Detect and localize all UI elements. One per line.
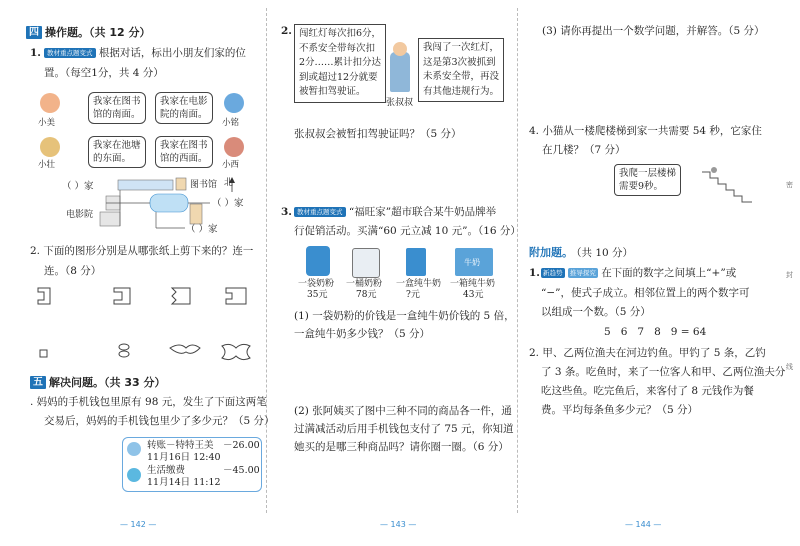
transaction-date: 11月16日 12:40 (147, 452, 221, 463)
rules-line: 不系安全带每次扣 (299, 42, 376, 54)
rules-line: 到或超过12分就要 (299, 71, 378, 83)
sub-question-3: (3) 请你再提出一个数学问题，并解答。（5 分） (542, 25, 765, 37)
home-blank-right: （ ）家 (212, 198, 244, 209)
building (100, 212, 120, 226)
bubble-line: 馆的南面。 (93, 109, 141, 120)
question-4-line2: 在几楼？（7 分） (542, 144, 626, 156)
question-number: 1. (30, 47, 41, 59)
page-number: 142 (130, 520, 146, 529)
uncle-figure (390, 52, 410, 92)
speech-line: 有其他违规行为。 (423, 85, 500, 97)
avatar-xiaozhuang (40, 137, 60, 157)
question-text: 根据对话，标出小朋友们家的位 (98, 47, 246, 59)
page-number: 144 (635, 520, 651, 529)
person-label: 张叔叔 (386, 98, 414, 108)
cinema-label: 电影院 (66, 210, 94, 220)
sub-question-1-line2: 一盒纯牛奶多少钱？（5 分） (294, 328, 431, 340)
rules-line: 2分……累计扣分达 (299, 57, 382, 68)
extra-score: （共 10 分） (571, 247, 634, 259)
cut-shape-oval-bottom (119, 351, 129, 357)
transaction-amount: －45.00 (223, 465, 260, 476)
product-name: 一盒纯牛奶 (396, 279, 442, 289)
bubble-line: 我家在图书 (93, 96, 141, 107)
uncle-head (393, 42, 407, 56)
avatar-xiaoxi (224, 137, 244, 157)
speech-line: 我爬一层楼梯 (619, 168, 677, 179)
extra-2-line1: 2. 甲、乙两位渔夫在河边钓鱼。甲钓了 5 条，乙钓 (529, 347, 766, 359)
avatar-xiaoming (224, 93, 244, 113)
transaction-title: 转账－特特王美 (147, 440, 214, 451)
page-number: 143 (390, 520, 406, 529)
product-name: 一桶奶粉 (346, 279, 383, 289)
milk-carton (406, 248, 426, 276)
question-3-line1 (294, 205, 496, 219)
bubble-line: 我家在图书 (160, 140, 208, 151)
name-label: 小铭 (222, 118, 240, 128)
stairs (702, 172, 752, 202)
question-5-line2: 交易后，妈妈的手机钱包里少了多少元？（5 分） (44, 415, 275, 427)
cut-shape-oval-top (119, 344, 129, 350)
question-4-line1: 4. 小猫从一楼爬楼梯到家一共需要 54 秒，它家住 (529, 125, 762, 137)
equation: 5 6 7 8 9 = 64 (604, 326, 707, 338)
page-number-left: — 142 — (120, 520, 157, 529)
rules-line: 闯红灯每次扣6分， (299, 28, 382, 39)
section-badge: 四 (26, 26, 42, 39)
milk-powder-bag (306, 246, 330, 276)
speech-bubble-xiaoming (155, 92, 213, 124)
question-1-line1 (44, 46, 246, 60)
transaction-date: 11月14日 11:12 (147, 477, 221, 488)
name-label: 小壮 (38, 160, 56, 170)
question-tag: 教材重点题变式 (294, 207, 346, 217)
section-five-heading (30, 374, 165, 390)
cat-speech (614, 164, 681, 196)
speech-box (418, 38, 504, 102)
transaction-title: 生活缴费 (147, 465, 186, 476)
bill-icon (127, 468, 141, 482)
extra-2-line4: 费。平均每条鱼多少元？（5 分） (541, 404, 699, 416)
road-top (118, 180, 173, 190)
bubble-line: 我家在池塘 (93, 140, 141, 151)
question-text: “福旺家”超市联合某牛奶品牌举 (348, 206, 497, 218)
extra-2-line2: 了 3 条。吃鱼时，来了一位客人和甲、乙两位渔夫分 (541, 366, 786, 378)
avatar-xiaomei (40, 93, 60, 113)
question-number: 2. (281, 25, 292, 37)
speech-line: 未系安全带，再没 (423, 71, 500, 82)
cat-icon (711, 167, 717, 173)
product-name: 一箱纯牛奶 (450, 279, 496, 289)
speech-bubble-xiaomei (88, 92, 146, 124)
speech-line: 这是第3次被抓到 (423, 56, 496, 68)
question-2-ask: 张叔叔会被暂扣驾驶证吗？（5 分） (294, 128, 462, 140)
paper-shapes (30, 284, 260, 374)
bubble-line: 的东面。 (93, 153, 132, 164)
extra-1-line3: 以组成一个数。（5 分） (541, 306, 651, 318)
avatar-icon (127, 442, 141, 456)
speech-line: 我闯了一次红灯， (423, 42, 500, 53)
rules-box (294, 24, 386, 103)
section-badge: 五 (30, 376, 46, 389)
cut-shape-cloud (170, 345, 200, 353)
product-name: 一袋奶粉 (298, 279, 335, 289)
home-blank-left: （ ）家 (62, 181, 94, 192)
milk-powder-can (352, 248, 380, 278)
stairs-illustration (700, 160, 760, 210)
bubble-line: 我家在电影 (160, 96, 208, 107)
trend-tag: 新趋势 (543, 269, 563, 277)
sub-question-2-line1: (2) 张阿姨买了图中三种不同的商品各一件，通 (294, 405, 512, 417)
transaction-card (122, 437, 262, 492)
house-right (190, 204, 202, 224)
page-number-right: — 144 — (625, 520, 662, 529)
section-four-heading (26, 24, 150, 40)
paper-shape-2 (114, 288, 130, 304)
pond (150, 194, 188, 212)
question-tag: 教材重点题变式 (44, 48, 96, 58)
bubble-line: 院的南面。 (160, 109, 208, 120)
speech-line: 需要9秒。 (619, 181, 664, 192)
bubble-line: 馆的西面。 (160, 153, 208, 164)
question-text: 在下面的数字之间填上“+”或 (601, 267, 737, 279)
home-blank-bottom: （ ）家 (186, 224, 218, 235)
question-number: 3. (281, 206, 292, 218)
section-title: 解决问题。（共 33 分） (49, 376, 166, 389)
extra-title: 附加题。 (529, 246, 573, 259)
edge-mark: 线 (786, 363, 793, 371)
column-divider-2 (517, 8, 518, 513)
edge-mark: 封 (786, 271, 793, 279)
question-3-line2: 行促销活动。买满“60 元立减 10 元”。（16 分） (294, 225, 521, 237)
name-label: 小美 (38, 118, 56, 128)
product-price: 78元 (356, 290, 377, 300)
question-1-line2: 置。（每空1分，共 4 分） (44, 67, 164, 79)
extra-1-line2: “−”，使式子成立。相邻位置上的两个数字可 (541, 287, 750, 299)
question-2-line2: 连。（8 分） (44, 265, 102, 277)
question-2-line1: 2. 下面的图形分别是从哪张纸上剪下来的？连一 (30, 245, 254, 257)
paper-shape-3 (172, 288, 190, 304)
paper-shape-4 (226, 288, 246, 304)
paper-shape-1 (38, 288, 50, 304)
milk-case-label: 牛奶 (464, 258, 480, 267)
edge-mark: 密 (786, 181, 793, 189)
north-label: 北 (224, 178, 234, 188)
rules-line: 被暂扣驾驶证。 (299, 86, 366, 97)
cut-shape-cross (222, 344, 250, 359)
library-building (176, 178, 186, 190)
section-title: 操作题。（共 12 分） (45, 26, 151, 39)
product-price: ?元 (406, 290, 420, 300)
sub-question-2-line2: 过满减活动后用手机钱包支付了 75 元，你知道 (294, 423, 514, 435)
sub-question-2-line3: 她买的是哪三种商品吗？请你圈一圈。（6 分） (294, 441, 509, 453)
speech-bubble-xiaozhuang (88, 136, 146, 168)
extra-1-line1 (541, 266, 736, 280)
page-number-middle: — 143 — (380, 520, 417, 529)
library-label: 图书馆 (190, 180, 218, 190)
speech-bubble-xiaoxi (155, 136, 213, 168)
question-5-line1: . 妈妈的手机钱包里原有 98 元，发生了下面这两笔 (30, 396, 267, 408)
sub-question-1-line1: (1) 一袋奶粉的价钱是一盒纯牛奶价钱的 5 倍， (294, 310, 515, 322)
extra-2-line3: 吃这些鱼。吃完鱼后，来客付了 8 元钱作为餐 (541, 385, 754, 397)
explore-tag: 推导探究 (569, 269, 596, 277)
cut-shape-square (40, 350, 47, 357)
transaction-amount: －26.00 (223, 440, 260, 451)
name-label: 小西 (222, 160, 240, 170)
column-divider-1 (266, 8, 267, 513)
question-number: 1. (529, 267, 540, 279)
product-price: 43元 (463, 290, 484, 300)
product-price: 35元 (307, 290, 328, 300)
